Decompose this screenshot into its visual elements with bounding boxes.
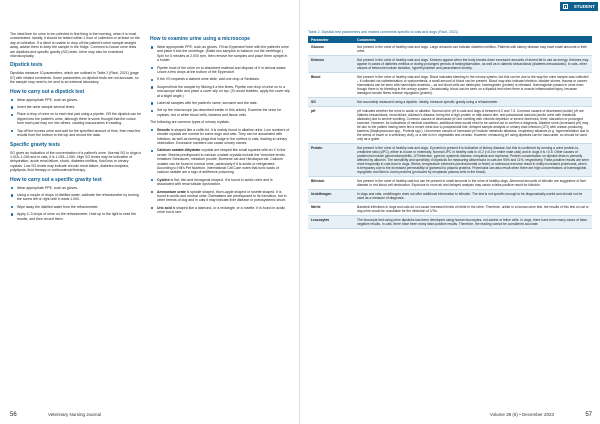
list-item: Label all samples with the patient's name, surname and the date. xyxy=(150,101,290,105)
left-column-2 xyxy=(150,32,290,218)
sg-heading: Specific gravity tests xyxy=(10,141,61,148)
separator-dot: • xyxy=(519,412,523,417)
crystal-name: Uric acid xyxy=(157,205,172,210)
list-item: Tap off the excess urine and wait for the specified amount of time, then read the results from the bottom to the top and record the data. xyxy=(10,129,142,138)
dipstick-heading: Dipstick tests xyxy=(10,62,43,69)
list-item: Wear appropriate PPE, such as gloves. xyxy=(10,98,142,102)
crystal-text: is shaped like a diamond, or a rectangle, or a rosette. It is found in acidic urine but is rare. xyxy=(157,205,286,215)
sg-paragraph: SG gives an indication of the concentration of a patient's urine. Normal SG in dogs is 1.015–1.045 and in cats, it is 1.035–1.060. High SG levels may be indicative of dehydration, acute renal failure, shock, diabetes mellitus, fluid loss or urinary crystals. Low SG levels may indicate chronic renal failure, diabetes insipidus, polydipsia, fluid therapy or corticosteroid therapy. xyxy=(10,150,142,173)
table-row xyxy=(308,203,592,216)
crystal-name: Cystine xyxy=(157,177,170,182)
column-header: Comments xyxy=(354,36,592,43)
howto-dipstick-list xyxy=(10,98,142,138)
parameter-cell: Glucose xyxy=(308,43,354,56)
list-item: Using a couple of drops of distilled water, calibrate the refractometer by turning the screw left or right until it reads 1.000. xyxy=(10,193,142,202)
list-item: If the VS requests a stained urine slide, add one drop of Sedistain. xyxy=(150,77,290,81)
list-item: Invert the urine sample several times. xyxy=(10,105,142,109)
comment-cell: Not present in the urine of healthy cats and dogs. If protein is present it is indicative of kidney disease, but this is confirmed by running a urine protein-to-creatinine ratio (UPC), either in-house or externally. Normal UPC in healthy cats is <0.2 (<0.4 in entire male cats) and in dogs it is <0.5. Other causes of proteinuria include glomerulonephritis, UTI/infection, pyrexia, systemic disease, neoplasia and myeloma. Protein concentration on dipstick tests is primarily affected by albumin. The sensitivity and specificity of dipsticks for measuring albuminuria in cats are 90% and 11%, respectively. False-positive results are seen more frequently in cats than in dogs. Stress, temperature extremes (environmental or fever) or strenuous exercise result in mildly increased proteinuria, which is temporary due to the increased permeability of glomeruli to plasma proteins. Proteinuria can also result when there are high concentrations of haemoglobin, myoglobin and Bence-Jones proteins (produced by neoplastic plasma cells in the blood). xyxy=(354,144,592,177)
parameter-cell: Protein xyxy=(308,144,354,177)
intro-paragraph: The ideal time for urine to be collected is first thing in the morning, when it is most concentrated. Ideally, it should be tested within 1 hour of collection or at least on the day of collection. If a client is unable to drop off the patient's urine sample straight away, advise them to keep the sample in the fridge. Common in-house urine tests are dipsticks and specific gravity (SG) tests. Urine may also be examined microscopically. xyxy=(10,32,140,59)
crystals-intro: The following are common types of urinary crystals. xyxy=(150,120,230,125)
left-column-1 xyxy=(10,32,142,224)
list-item xyxy=(150,190,290,203)
right-footer xyxy=(490,412,592,418)
left-footer xyxy=(10,412,101,418)
list-item: Wipe away the distilled water from the refractometer. xyxy=(10,205,142,209)
table-row xyxy=(308,190,592,203)
journal-name: Veterinary Nursing Journal xyxy=(47,412,101,417)
table-row xyxy=(308,107,592,144)
list-item: Pipette most of the urine on to absorbent material and dispose of it in clinical waste. Leave a few drops at the bottom of the Eppendorf. xyxy=(150,66,290,75)
crystal-name: Ammonium urate xyxy=(157,189,186,194)
comment-cell: pH indicates whether the urine is acidic or alkaline. Normal urine pH in cats and dogs is between 6.0 and 7.5. Common causes of decreased (acidic) pH are diabetic ketoacidosis, renal failure, Addison's disease, being fed a high-protein or milk-based diet, and paradoxical aciduria (acidic urine with metabolic alkalosis) due to severe vomiting. Common causes of decreased pH are vomiting with chloride depletion or severe diarrhoea, fever, starvation or prolonged exercise. However, for indications of medical conditions, additional tests would need to be carried out to confirm a diagnosis. Alkaline urine (increased pH) may be due to the patient having been fed a recent meal due to postprandial tide, delayed sample analysis or urinary tract infection (UTI) with urease-producing bacteria (Staphylococcus spp., Proteus spp.). Uncommon causes of increased pH include metabolic alkalosis, respiratory alkalosis (e.g. hyperventilation due to the stress of travel or a veterinary visit), or a diet rich in vegetables and cereals. However, measuring pH using dipsticks can be inaccurate, so should be used only as a guide. xyxy=(354,107,592,144)
parameter-cell: Leucocytes xyxy=(308,216,354,229)
parameter-cell: Ketones xyxy=(308,56,354,73)
volume-label: Volume 38 (6) xyxy=(489,412,518,417)
list-item xyxy=(150,206,290,215)
list-item xyxy=(150,128,290,146)
table-row xyxy=(308,98,592,107)
table-row xyxy=(308,216,592,229)
table-row xyxy=(308,43,592,56)
crystal-name: Calcium oxalate dihydrate xyxy=(157,148,201,153)
parameter-cell: Nitrite xyxy=(308,203,354,216)
comment-cell: Not present in the urine of healthy cats and dogs. Ketones appear when the body breaks down excessive amounts of stored fat to use as energy. Ketones may appear in cases of diabetes mellitus or during prolonged periods of fasting/starvation, as well as in diabetic ketoacidosis (diabetes ketoacidosis). In cats, other causes of ketonuria include lactation, hyperthyroidism and paracetamol toxicity. xyxy=(354,56,592,73)
howto-sg-heading: How to carry out a specific gravity test xyxy=(10,176,102,183)
parameter-cell: Urobilinogen xyxy=(308,190,354,203)
crystal-text: crystals are shaped like small squares with an X in the center. Breeds predisposed to calcium oxalate crystals include the Yorkshire terrier, miniature Schnauzer, miniature poodle, Burmese cat and Himalayan cat. Calcium oxalate can be found in normal urine, particularly if it is acidic or refrigerated. According to Hill's Pet Nutrition, International Cat Care notes that toxic loads of calcium oxalate are a sign of antifreeze poisoning. xyxy=(157,148,286,175)
list-item xyxy=(150,148,290,174)
table-header-row xyxy=(308,36,592,43)
right-page xyxy=(300,0,600,424)
list-item: Wear appropriate PPE, such as gloves. xyxy=(10,186,142,190)
table-row xyxy=(308,56,592,73)
list-item xyxy=(150,178,290,187)
page-number: 57 xyxy=(585,412,592,418)
parameter-cell: pH xyxy=(308,107,354,144)
crystal-text: is shaped like a coffin lid. It is mainly found in alkaline urine. Low numbers of struvite crystals are normal for some dogs and cats. They can be associated with infection, as well as forming plugs that lodge in the urethra in cats, leading to urinary obstruction. Excessive numbers can cause urinary stones. xyxy=(157,127,290,145)
issue-date: December 2023 xyxy=(522,412,555,417)
list-item: Wear appropriate PPE, such as gloves. Fill an Eppendorf tube with the patient's urine and place it into the centrifuge. (Make two samples to balance out the centrifuge.) Spin for 5 minutes at 2,000 rpm, then remove the samples and place them upright in a holder. xyxy=(150,45,290,63)
table-row xyxy=(308,73,592,98)
comment-cell: The leucocyte test using urine dipsticks has been developed using human leucocytes, not canine or feline cells. In dogs, there have been many cases of false-negative results. In cats, there have been many false-positive results. Therefore, the reading cannot be considered accurate. xyxy=(354,216,592,229)
student-tag-label: STUDENT xyxy=(573,4,595,9)
list-item: Set up the microscope (as described earlier in this article). Examine the urine for crystals, red or white blood cells, bacteria and tissue cells. xyxy=(150,108,290,117)
comment-cell: Not accurately measured using a dipstick. Ideally, measure specific gravity using a refractometer. xyxy=(354,98,592,107)
crystal-text: is spindle shaped, thorn-apple shaped or rosette shaped. It is found in acidic and neutral urine. Dalmatians are predisposed to its formation, but in other breeds of dog and in cats it may indicate liver disease or portosystemic shunt. xyxy=(157,189,287,203)
crystal-text: is flat, thin and hexagonal shaped. It is found in acidic urine and is associated with renal tubular dysfunction. xyxy=(157,177,273,187)
table-row xyxy=(308,144,592,177)
book-icon xyxy=(563,4,568,9)
comment-cell: Not present in the urine of healthy cats but can be present in small amounts in the urine of healthy dogs. Abnormal amounts of bilirubin are suggestive of liver disease or red blood cell destruction. Exposure to room air and delayed analysis may cause a false-positive result for bilirubin. xyxy=(354,177,592,190)
micro-list xyxy=(150,45,290,117)
micro-heading: How to examine urine using a microscope xyxy=(150,36,251,42)
table-caption: Table 2. Dipstick test parameters and related comments specific to cats and dogs (Rizzi, 2021) xyxy=(308,30,459,34)
parameter-cell: Bilirubin xyxy=(308,177,354,190)
parameters-table xyxy=(308,36,592,229)
howto-sg-list xyxy=(10,186,142,221)
student-tag xyxy=(560,2,598,11)
table-row xyxy=(308,177,592,190)
crystal-name: Struvite xyxy=(157,127,171,132)
parameter-cell: Blood xyxy=(308,73,354,98)
comment-cell: In dogs and cats, urobilinogen does not offer additional information to bilirubin. The test is not specific enough to be diagnostically useful and should not be used as a measure of diagnosis. xyxy=(354,190,592,203)
crystals-list xyxy=(150,128,290,215)
dipstick-paragraph: Dipsticks measure 10 parameters, which are outlined in Table 2 (Rizzi, 2021) (page 57) with related comments. Some parameters on dipstick tests are not accurate, so the sample may need to be sent to an external laboratory. xyxy=(10,71,139,85)
howto-dipstick-heading: How to carry out a dipstick test xyxy=(10,88,85,95)
parameter-cell: SG xyxy=(308,98,354,107)
list-item: Place a drop of urine on to each test pad using a pipette. OR the dipstick can be dipped into the patient's urine, although there is some thought that the colour from each pad may run into others, causing inaccuracies in reading. xyxy=(10,112,142,125)
comment-cell: Not present in the urine of healthy cats and dogs. Blood indicates bleeding in the urinary system, but this can be due to the way the urine sample was collected – if collected via catheterisation or cystocentesis, a small amount of blood can be present. Blood may also indicate infection, bladder stones, trauma or cancer. Haematuria can be seen with haemolytic anaemia – as red blood cells are destroyed, haemoglobin (protein) is released. Haemoglobin passes in urine even though there is no bleeding in the urinary system. Occasionally, blood can be seen on a dipstick test when there is muscle inflammation/injury, because damaged muscle fibres release myoglobin (protein). xyxy=(354,73,592,98)
comment-cell: Not present in the urine of healthy cats and dogs. Large amounts can indicate diabetes mellitus. Patients with kidney disease may have small amounts in their urine. xyxy=(354,43,592,56)
list-item: Suspend/mix the sample by flicking it a few times. Pipette one drop of urine on to a microscope slide and place a cover slip on top. (To avoid bubbles, apply the cover slip at a slight angle.) xyxy=(150,85,290,98)
column-header: Parameter xyxy=(308,36,354,43)
page-number: 56 xyxy=(10,412,17,418)
list-item: Apply 2–3 drops of urine on the refractometer. Hold up to the light to read the results, and then record them. xyxy=(10,212,142,221)
comment-cell: Bacterial infections in dogs and cats do not cause increased levels of nitrite in the urine. Therefore, unlike in a human urine test, the results of this test on cat or dog urine would be unsuitable for the detection of UTIs. xyxy=(354,203,592,216)
